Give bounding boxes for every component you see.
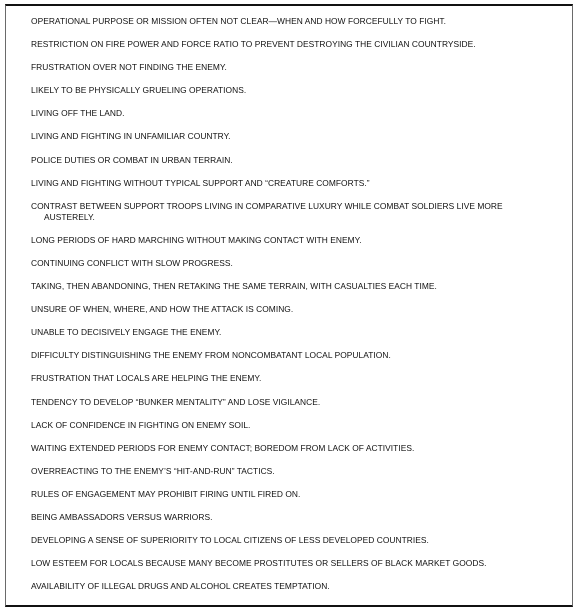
list-item: DEVELOPING A SENSE OF SUPERIORITY TO LOCAL CITIZENS OF LESS DEVELOPED COUNTRIES. (31, 535, 429, 546)
list-item: LIVING AND FIGHTING IN UNFAMILIAR COUNTRY. (31, 131, 231, 142)
list-item: TENDENCY TO DEVELOP “BUNKER MENTALITY” AND LOSE VIGILANCE. (31, 396, 321, 407)
list-item: CONTRAST BETWEEN SUPPORT TROOPS LIVING IN COMPARATIVE LUXURY WHILE COMBAT SOLDIERS LIVE MORE AUSTERELY. (31, 200, 503, 222)
list-item: FRUSTRATION OVER NOT FINDING THE ENEMY. (31, 62, 227, 73)
list-item: LOW ESTEEM FOR LOCALS BECAUSE MANY BECOME PROSTITUTES OR SELLERS OF BLACK MARKET GOODS. (31, 558, 487, 569)
list-item: LONG PERIODS OF HARD MARCHING WITHOUT MAKING CONTACT WITH ENEMY. (31, 234, 362, 245)
list-item: WAITING EXTENDED PERIODS FOR ENEMY CONTACT; BOREDOM FROM LACK OF ACTIVITIES. (31, 442, 415, 453)
list-item: UNSURE OF WHEN, WHERE, AND HOW THE ATTACK IS COMING. (31, 304, 294, 315)
stressor-list (31, 16, 551, 604)
list-item: RULES OF ENGAGEMENT MAY PROHIBIT FIRING UNTIL FIRED ON. (31, 488, 301, 499)
list-item: LIKELY TO BE PHYSICALLY GRUELING OPERATIONS. (31, 85, 247, 96)
list-item: FRUSTRATION THAT LOCALS ARE HELPING THE ENEMY. (31, 373, 262, 384)
list-item: AVAILABILITY OF ILLEGAL DRUGS AND ALCOHOL CREATES TEMPTATION. (31, 581, 330, 592)
list-item: BEING AMBASSADORS VERSUS WARRIORS. (31, 511, 213, 522)
list-item: UNABLE TO DECISIVELY ENGAGE THE ENEMY. (31, 327, 222, 338)
list-item: DIFFICULTY DISTINGUISHING THE ENEMY FROM NONCOMBATANT LOCAL POPULATION. (31, 350, 391, 361)
list-item: LACK OF CONFIDENCE IN FIGHTING ON ENEMY SOIL. (31, 419, 251, 430)
list-item: CONTINUING CONFLICT WITH SLOW PROGRESS. (31, 257, 233, 268)
list-item: TAKING, THEN ABANDONING, THEN RETAKING THE SAME TERRAIN, WITH CASUALTIES EACH TIME. (31, 281, 437, 292)
list-item: OPERATIONAL PURPOSE OR MISSION OFTEN NOT CLEAR—WHEN AND HOW FORCEFULLY TO FIGHT. (31, 16, 447, 26)
list-item: POLICE DUTIES OR COMBAT IN URBAN TERRAIN. (31, 154, 233, 165)
list-item: LIVING OFF THE LAND. (31, 108, 125, 119)
list-item: RESTRICTION ON FIRE POWER AND FORCE RATIO TO PREVENT DESTROYING THE CIVILIAN COUNTRYSIDE. (31, 39, 476, 50)
list-item: OVERREACTING TO THE ENEMY’S “HIT-AND-RUN” TACTICS. (31, 465, 275, 476)
list-item: LIVING AND FIGHTING WITHOUT TYPICAL SUPPORT AND “CREATURE COMFORTS.” (31, 177, 370, 188)
